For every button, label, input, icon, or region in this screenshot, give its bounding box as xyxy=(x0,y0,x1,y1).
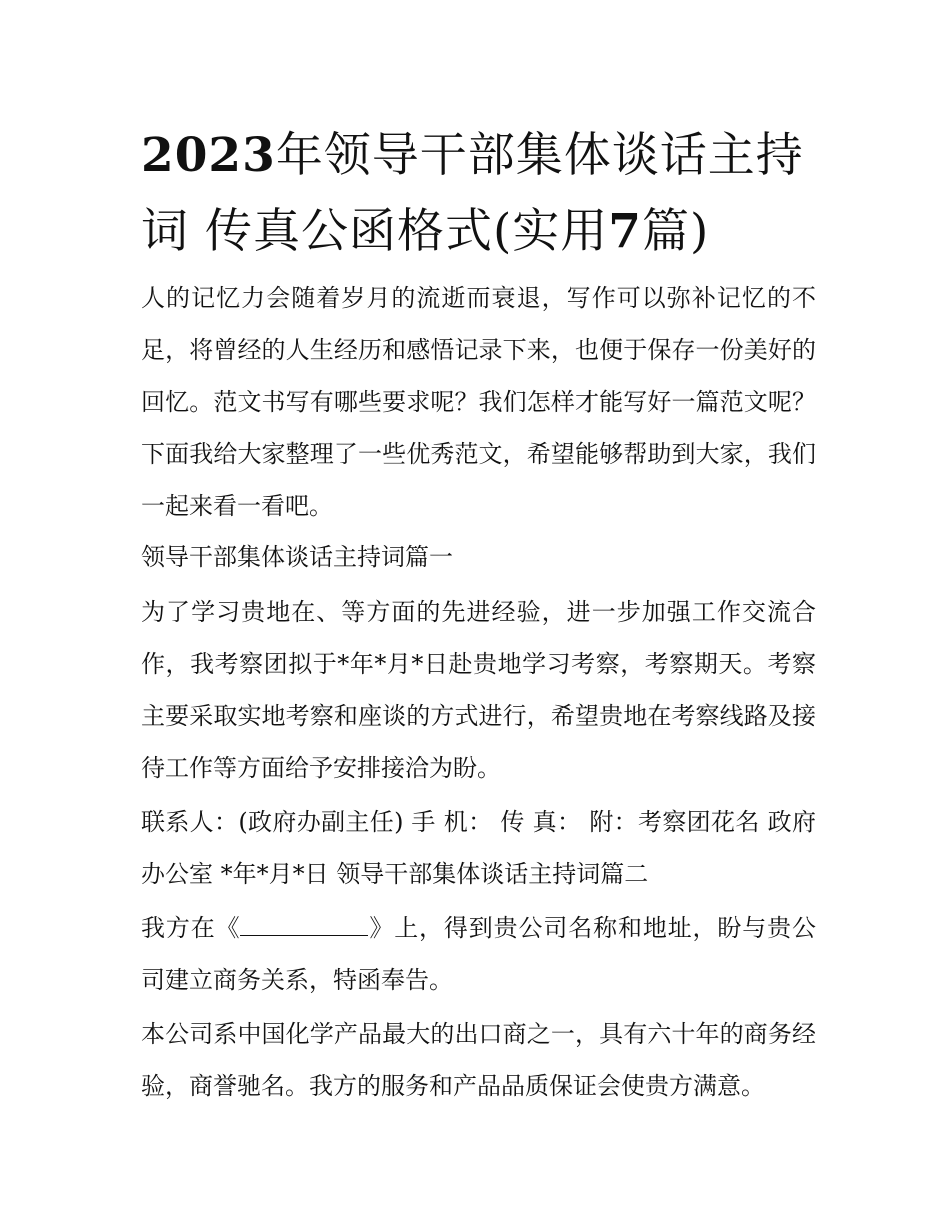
intro-paragraph: 人的记忆力会随着岁月的流逝而衰退，写作可以弥补记忆的不足，将曾经的人生经历和感悟记录下来，也便于保存一份美好的回忆。范文书写有哪些要求呢？我们怎样才能写好一篇范文呢？下面我给大家整理了一些优秀范文，希望能够帮助到大家，我们一起来看一看吧。 xyxy=(141,284,816,520)
title-line2-text: 词 传真公函格式(实用 xyxy=(141,204,609,259)
section1-heading: 领导干部集体谈话主持词篇一 xyxy=(141,543,453,571)
title-line2-suffix: 篇) xyxy=(641,204,710,259)
section2-paragraph-1-start: 我方在《 xyxy=(141,914,241,942)
section2-paragraph-1-end: 》上，得到贵公司名称和地址，盼与贵公司建立商务关系，特函奉告。 xyxy=(141,914,817,994)
fill-in-blank xyxy=(240,909,368,936)
title-number: 7 xyxy=(608,204,642,259)
section1-paragraph-2: 联系人：(政府办副主任) 手 机： 传 真： 附：考察团花名 政府办公室 *年*月*日 领导干部集体谈话主持词篇二 xyxy=(141,808,816,888)
section1-paragraph-1: 为了学习贵地在、等方面的先进经验，进一步加强工作交流合作，我考察团拟于*年*月*日赴贵地学习考察，考察期天。考察主要采取实地考察和座谈的方式进行，希望贵地在考察线路及接待工作等方面给予安排接洽为盼。 xyxy=(141,598,816,782)
title-year: 2023 xyxy=(141,128,276,183)
title-line1-text: 年领导干部集体谈话主持 xyxy=(275,128,804,183)
document-page xyxy=(141,118,816,1112)
section2-paragraph-1 xyxy=(141,902,816,1006)
section2-paragraph-2: 本公司系中国化学产品最大的出口商之一，具有六十年的商务经验，商誉驰名。我方的服务和产品品质保证会使贵方满意。 xyxy=(141,1020,816,1100)
document-title xyxy=(141,118,816,270)
